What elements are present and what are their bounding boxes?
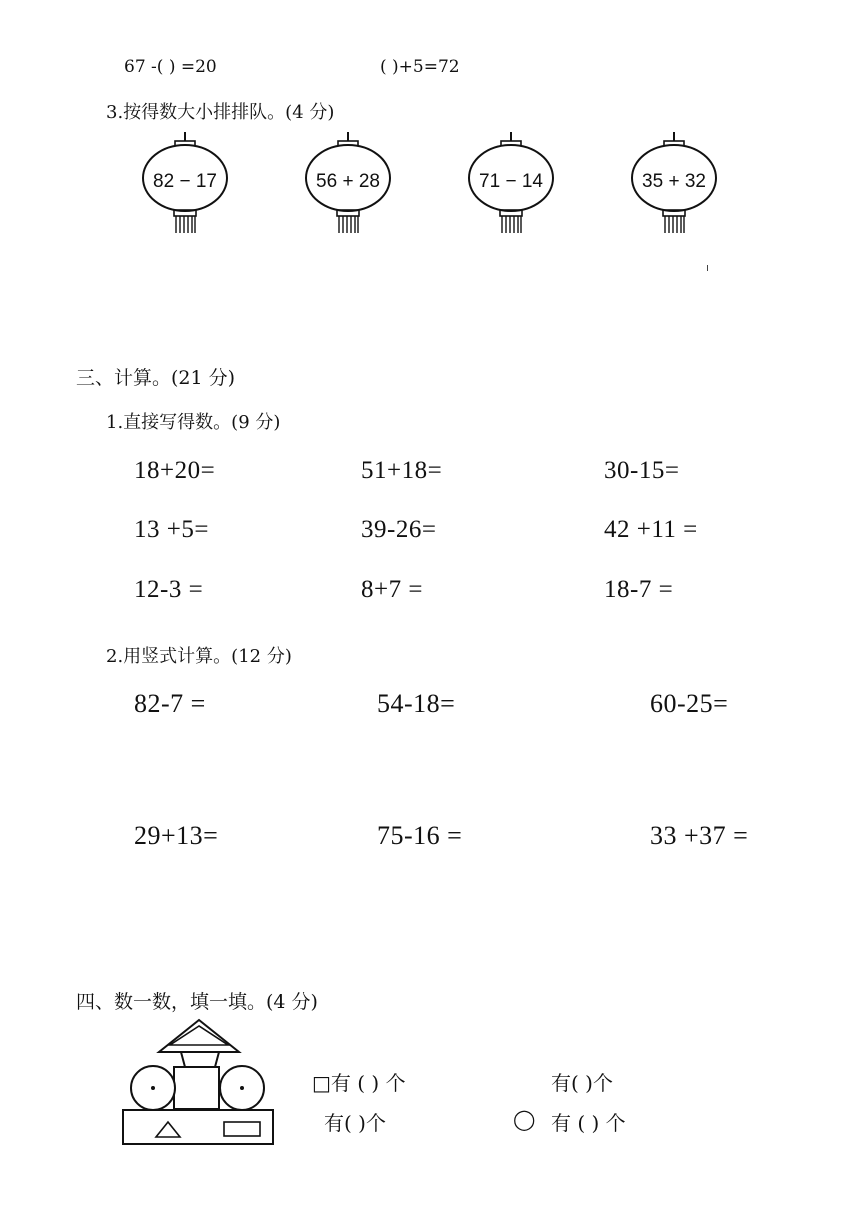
calc-item: 39-26= — [361, 516, 437, 543]
lantern-4-expression: 35 + 32 — [642, 171, 706, 192]
calc-item: 60-25= — [650, 689, 729, 718]
lantern-3-expression: 71 − 14 — [479, 171, 543, 192]
calc-item: 8+7 = — [361, 576, 423, 603]
calc-item: 82-7 = — [134, 689, 206, 718]
calc-item: 12-3 = — [134, 576, 204, 603]
calc-item: 30-15= — [604, 457, 680, 484]
calc-item: 75-16 = — [377, 821, 463, 850]
calc-item: 29+13= — [134, 821, 219, 850]
calc-item: 54-18= — [377, 689, 456, 718]
subquestion-2-title: 2.用竖式计算。(12 分) — [106, 646, 292, 667]
section-4-title: 四、数一数，填一填。(4 分) — [76, 991, 318, 1013]
count-triangle: 有( )个 — [551, 1071, 613, 1095]
calc-item: 42 +11 = — [604, 516, 698, 543]
equation-fill-2: ( )+5=72 — [380, 57, 460, 77]
lantern-1-expression: 82 − 17 — [153, 171, 217, 192]
calc-item: 33 +37 = — [650, 821, 749, 850]
calc-item: 18+20= — [134, 457, 216, 484]
question-3-label: 3.按得数大小排排队。(4 分) — [106, 102, 335, 123]
section-3-title: 三、计算。(21 分) — [76, 367, 236, 389]
stray-mark — [707, 265, 708, 271]
calc-item: 51+18= — [361, 457, 443, 484]
calc-item: 13 +5= — [134, 516, 209, 543]
subquestion-1-title: 1.直接写得数。(9 分) — [106, 412, 281, 433]
equation-fill-1: 67 -( ) =20 — [124, 57, 217, 77]
count-circle: 有 ( ) 个 — [551, 1111, 626, 1135]
calc-item: 18-7 = — [604, 576, 674, 603]
shape-figure — [118, 1018, 288, 1148]
count-square: □有 ( ) 个 — [312, 1071, 406, 1095]
circle-symbol: ◯ — [513, 1107, 536, 1131]
count-rectangle: 有( )个 — [324, 1111, 386, 1135]
lantern-2-expression: 56 + 28 — [316, 171, 380, 192]
